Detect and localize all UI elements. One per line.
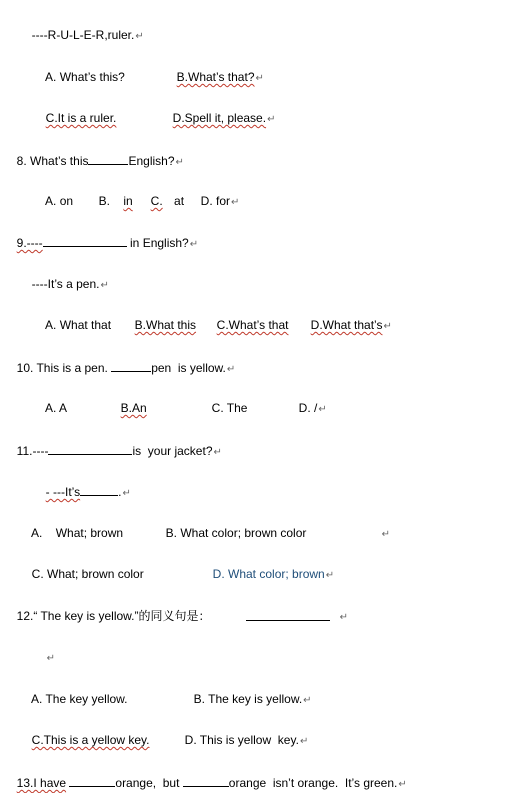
q10-question: 10. This is a pen. pen is yellow.↵ bbox=[16, 361, 236, 375]
answer-blank bbox=[183, 774, 229, 787]
q9-option-d: D.What that’s↵ bbox=[310, 318, 392, 332]
paragraph-mark bbox=[332, 592, 348, 626]
q12-answer-blank bbox=[239, 592, 330, 625]
q10-option-b: B.An bbox=[120, 401, 147, 415]
answer-blank bbox=[88, 152, 128, 165]
q12-option-c: C.This is a yellow key. bbox=[31, 733, 150, 747]
paragraph-mark-icon: ↵ bbox=[318, 404, 327, 415]
q12-option-d: D. This is yellow key.↵ bbox=[184, 733, 309, 747]
q7-option-c: C.It is a ruler. bbox=[45, 111, 117, 125]
answer-blank bbox=[48, 442, 132, 455]
paragraph-mark-icon: ↵ bbox=[213, 447, 222, 458]
q11-option-d: D. What color; brown↵ bbox=[212, 567, 335, 581]
q9-option-c: C.What’s that bbox=[216, 318, 289, 332]
answer-blank bbox=[80, 483, 118, 496]
q10-option-c: C. The bbox=[211, 401, 248, 415]
q8-option-c: C. at bbox=[150, 194, 185, 208]
q8-option-a: A. on bbox=[45, 194, 74, 208]
q12-option-b: B. The key is yellow.↵ bbox=[193, 692, 312, 706]
paragraph-mark-icon: ↵ bbox=[381, 529, 391, 540]
paragraph-mark-icon: ↵ bbox=[267, 114, 276, 125]
paragraph-mark-icon: ↵ bbox=[339, 612, 349, 623]
paragraph-mark-icon: ↵ bbox=[325, 570, 335, 581]
q7-option-d: D.Spell it, please.↵ bbox=[172, 111, 276, 125]
q9-reply: ----It’s a pen.↵ bbox=[31, 277, 109, 291]
q11-option-b: B. What color; brown color bbox=[165, 526, 307, 540]
paragraph-mark-icon: ↵ bbox=[226, 364, 236, 375]
q10-option-d: D. /↵ bbox=[298, 401, 327, 415]
q11-reply: - ---It’s .↵ bbox=[45, 485, 131, 499]
q8-option-b: B. in bbox=[98, 194, 133, 208]
q7-option-b: B.What’s that?↵ bbox=[176, 70, 264, 84]
paragraph-mark-icon: ↵ bbox=[122, 488, 131, 499]
paragraph-mark-icon: ↵ bbox=[303, 695, 312, 706]
q8-option-d: D. for↵ bbox=[200, 194, 240, 208]
answer-blank bbox=[69, 774, 115, 787]
q11-question: 11.---- is your jacket?↵ bbox=[16, 444, 222, 458]
paragraph-mark-icon: ↵ bbox=[135, 31, 144, 42]
q7-prompt: ----R-U-L-E-R,ruler.↵ bbox=[31, 28, 144, 42]
q9-question: 9.---- in English?↵ bbox=[16, 236, 199, 250]
answer-blank bbox=[111, 359, 151, 372]
q11-option-a: A. What; brown bbox=[31, 526, 124, 540]
q9-option-a: A. What that bbox=[45, 318, 112, 332]
paragraph-mark-icon: ↵ bbox=[189, 239, 199, 250]
paragraph-mark-icon: ↵ bbox=[299, 736, 309, 747]
empty-paragraph bbox=[39, 633, 55, 667]
q12-question: 12.“ The key is yellow.”的同义句是： bbox=[16, 609, 211, 623]
paragraph-mark-icon: ↵ bbox=[100, 280, 109, 291]
q10-option-a: A. A bbox=[45, 401, 68, 415]
paragraph-mark-icon: ↵ bbox=[231, 197, 240, 208]
paragraph-mark bbox=[374, 509, 390, 543]
answer-blank bbox=[43, 234, 127, 247]
q8-question: 8. What’s this English?↵ bbox=[16, 154, 184, 168]
paragraph-mark-icon: ↵ bbox=[46, 653, 56, 664]
q9-option-b: B.What this bbox=[134, 318, 197, 332]
paragraph-mark-icon: ↵ bbox=[383, 321, 392, 332]
q12-option-a: A. The key yellow. bbox=[31, 692, 128, 706]
q13-question: 13.I have orange, but orange isn’t orange. It’s green.↵ bbox=[16, 776, 407, 790]
answer-blank bbox=[246, 608, 330, 621]
paragraph-mark-icon: ↵ bbox=[175, 157, 184, 168]
q7-option-a: A. What’s this? bbox=[45, 70, 125, 84]
q11-option-c: C. What; brown color bbox=[31, 567, 144, 581]
paragraph-mark-icon: ↵ bbox=[255, 73, 264, 84]
paragraph-mark-icon: ↵ bbox=[398, 779, 407, 790]
